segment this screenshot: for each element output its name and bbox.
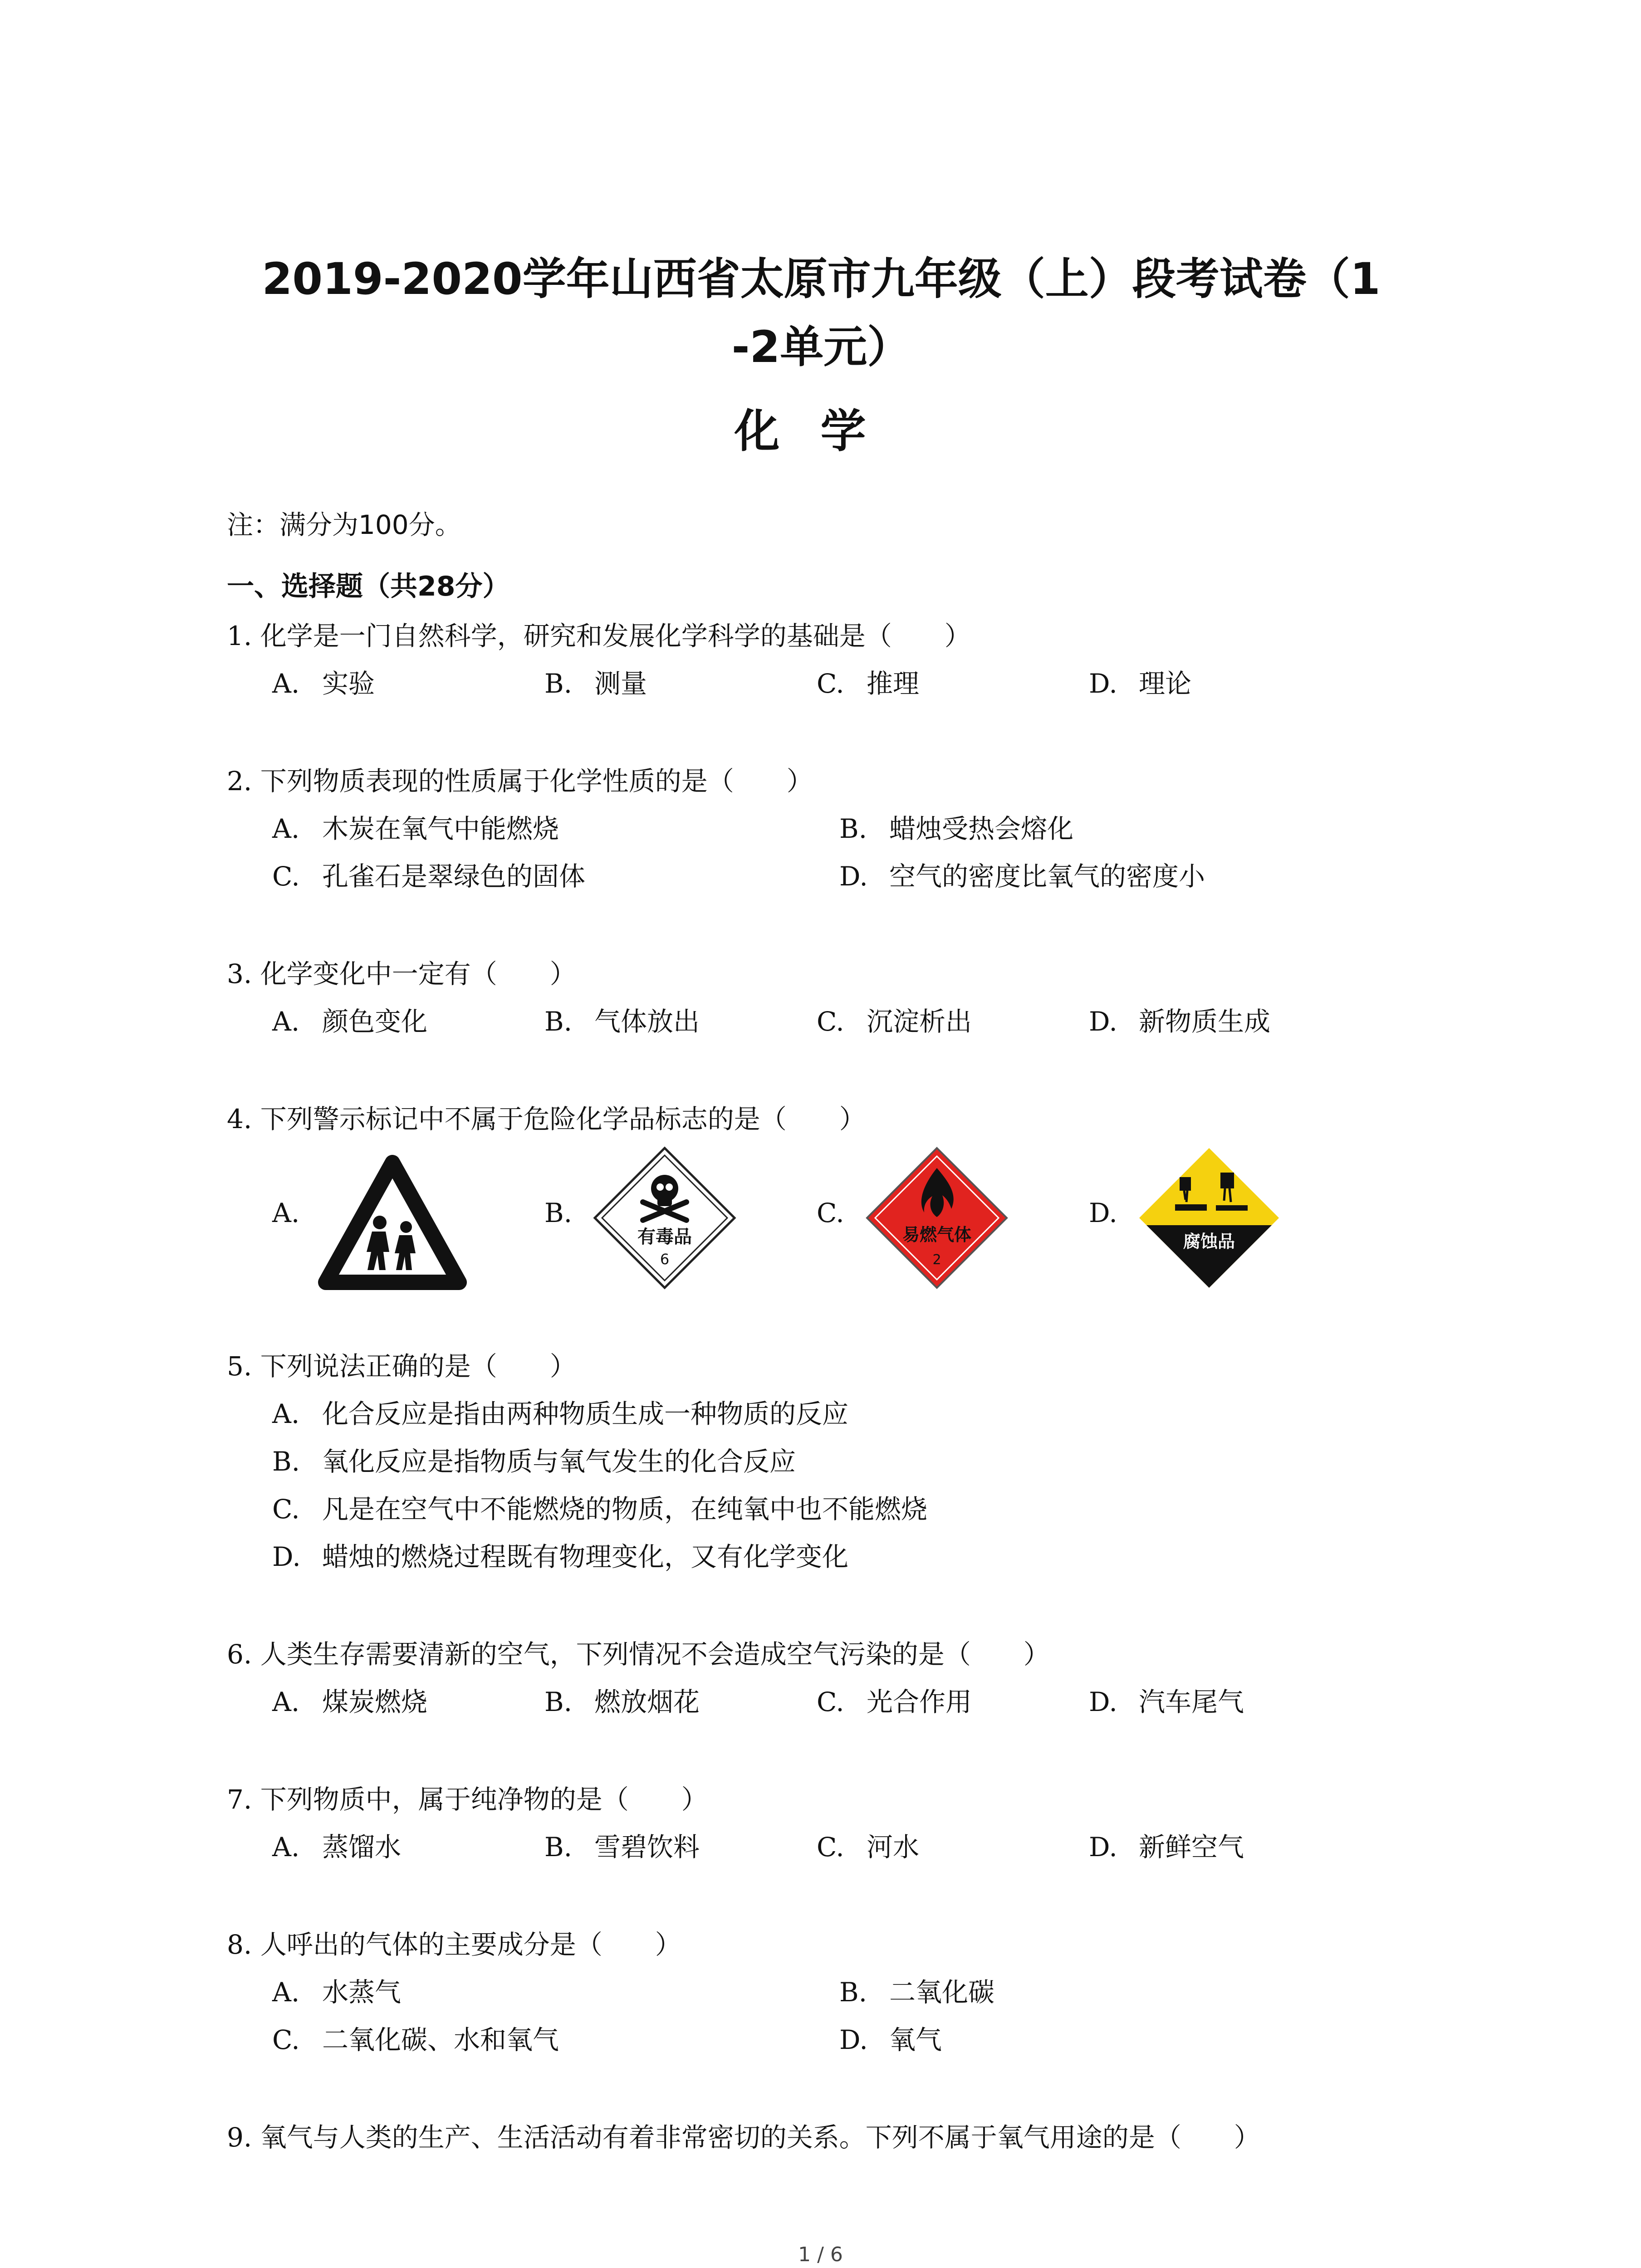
q5-option-c: C. 凡是在空气中不能燃烧的物质，在纯氧中也不能燃烧 [272,1494,928,1525]
q6-option-a: A. 煤炭燃烧 [272,1686,428,1717]
question-2: 2. 下列物质表现的性质属于化学性质的是（ ） [227,766,813,797]
q1-option-d: D. 理论 [1089,668,1192,699]
q5-option-d: D. 蜡烛的燃烧过程既有物理变化，又有化学变化 [272,1541,849,1572]
score-note: 注：满分为100分。 [227,509,461,540]
q4-option-a-label: A. [272,1198,300,1228]
q4-option-d-label: D. [1089,1198,1117,1228]
q4-option-c-label: C. [817,1198,844,1228]
section-heading: 一、选择题（共28分） [227,571,510,602]
q3-option-b: B. 气体放出 [544,1006,700,1037]
question-4: 4. 下列警示标记中不属于危险化学品标志的是（ ） [227,1104,866,1134]
flammable-sign-label: 易燃气体 [902,1225,972,1245]
page-number: 1 / 6 [798,2243,843,2266]
q8-option-b: B. 二氧化碳 [839,1977,995,2008]
q6-option-b: B. 燃放烟花 [544,1686,700,1717]
q5-option-b: B. 氧化反应是指物质与氧气发生的化合反应 [272,1446,796,1477]
exam-title-line2: -2单元） [731,322,911,372]
subject-heading: 化学 [734,405,907,458]
toxic-sign-label: 有毒品 [637,1227,692,1247]
q8-option-a: A. 水蒸气 [272,1977,402,2008]
exam-title-line1: 2019-2020学年山西省太原市九年级（上）段考试卷（1 [262,254,1381,304]
toxic-hazard-sign-icon [592,1145,737,1290]
q2-option-d: D. 空气的密度比氧气的密度小 [839,861,1205,892]
question-5: 5. 下列说法正确的是（ ） [227,1351,576,1382]
question-3: 3. 化学变化中一定有（ ） [227,958,576,989]
toxic-sign-number: 6 [660,1251,670,1268]
q6-option-d: D. 汽车尾气 [1089,1686,1244,1717]
flammable-sign-number: 2 [932,1252,941,1268]
corrosive-sign-label: 腐蚀品 [1183,1232,1235,1251]
q5-option-a: A. 化合反应是指由两种物质生成一种物质的反应 [272,1398,849,1429]
q6-option-c: C. 光合作用 [817,1686,972,1717]
q2-option-b: B. 蜡烛受热会熔化 [839,813,1074,844]
question-9: 9. 氧气与人类的生产、生活活动有着非常密切的关系。下列不属于氧气用途的是（ ） [227,2122,1260,2153]
q1-option-b: B. 测量 [544,668,647,699]
q3-option-d: D. 新物质生成 [1089,1006,1271,1037]
q7-option-b: B. 雪碧饮料 [544,1832,700,1862]
q7-option-a: A. 蒸馏水 [272,1832,402,1862]
q3-option-c: C. 沉淀析出 [817,1006,972,1037]
q2-option-c: C. 孔雀石是翠绿色的固体 [272,861,586,892]
q7-option-d: D. 新鲜空气 [1089,1832,1244,1862]
question-1: 1. 化学是一门自然科学，研究和发展化学科学的基础是（ ） [227,621,971,651]
corrosive-sign-icon [1136,1145,1282,1290]
question-8: 8. 人呼出的气体的主要成分是（ ） [227,1929,681,1960]
question-7: 7. 下列物质中，属于纯净物的是（ ） [227,1784,708,1815]
question-6: 6. 人类生存需要清新的空气，下列情况不会造成空气污染的是（ ） [227,1639,1050,1670]
q8-option-d: D. 氧气 [839,2024,942,2055]
q4-option-b-label: B. [544,1198,573,1228]
q7-option-c: C. 河水 [817,1832,920,1862]
q1-option-c: C. 推理 [817,668,920,699]
flammable-gas-sign-icon [864,1145,1009,1290]
q1-option-a: A. 实验 [272,668,375,699]
q3-option-a: A. 颜色变化 [272,1006,428,1037]
children-crossing-sign-icon [318,1154,467,1290]
q8-option-c: C. 二氧化碳、水和氧气 [272,2024,559,2055]
q2-option-a: A. 木炭在氧气中能燃烧 [272,813,559,844]
